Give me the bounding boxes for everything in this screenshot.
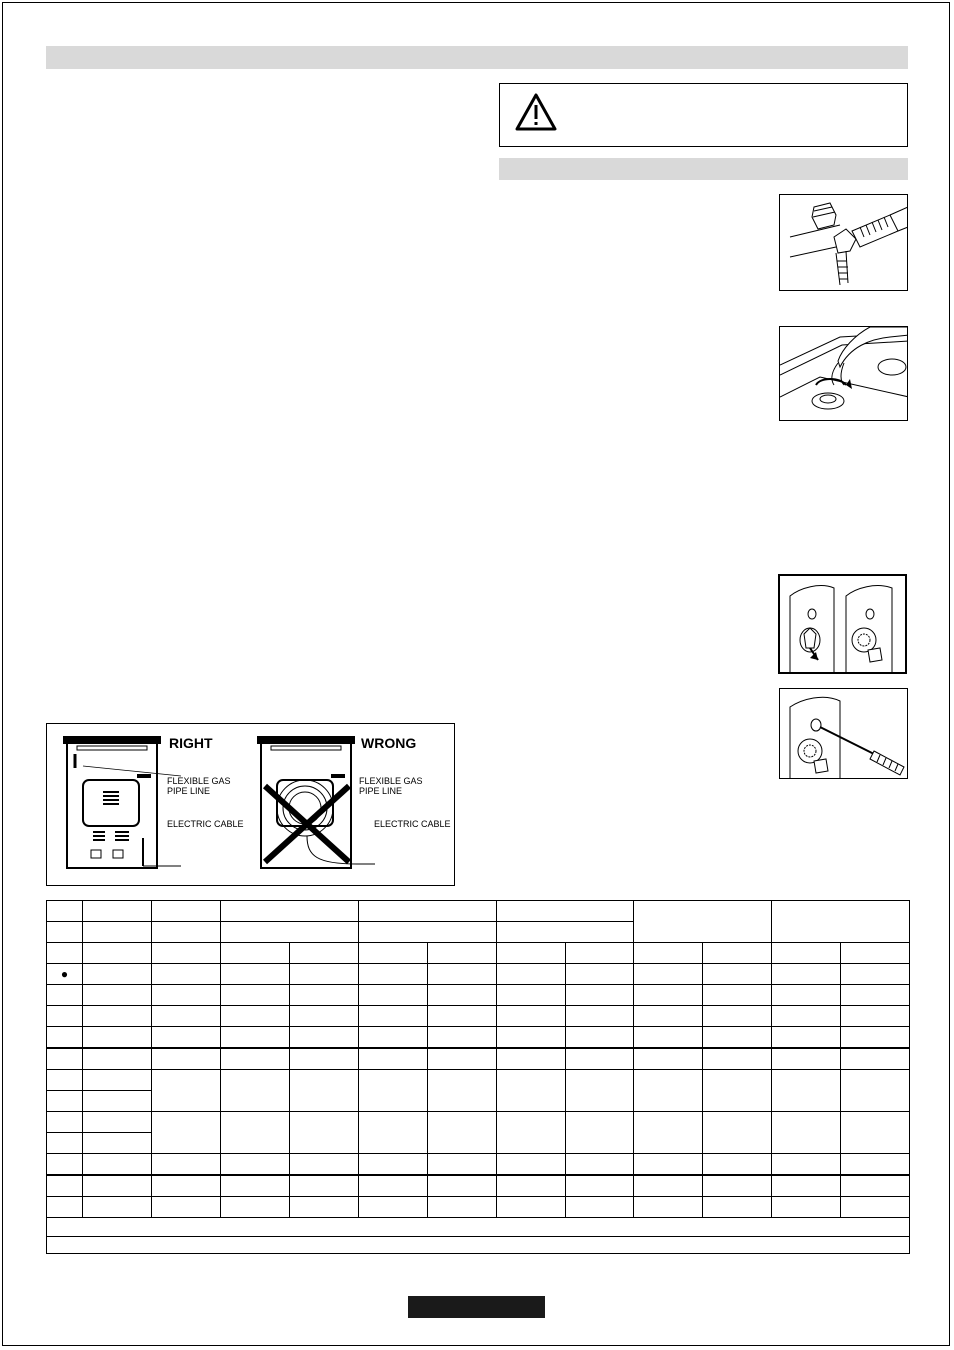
oven-wrong-drawing: [257, 736, 377, 876]
specification-table: [46, 900, 910, 1254]
right-gas-label-1: FLEXIBLE GAS: [167, 776, 231, 786]
table-row: [47, 901, 910, 922]
installation-figure: [46, 723, 455, 886]
wrong-cable-label: ELECTRIC CABLE: [374, 819, 451, 829]
table-row: [47, 1154, 910, 1176]
table-row: [47, 1048, 910, 1070]
right-gas-label-2: PIPE LINE: [167, 786, 211, 796]
warning-box: [499, 83, 908, 147]
table-row: [47, 1027, 910, 1049]
table-row: [47, 985, 910, 1006]
right-label: RIGHT: [169, 735, 213, 751]
table-row: [47, 1112, 910, 1133]
table-row: [47, 1197, 910, 1218]
burner-adjust-figure: [779, 326, 908, 421]
right-cable-label: ELECTRIC CABLE: [167, 819, 244, 829]
table-row: [47, 1218, 910, 1237]
wrong-gas-label-2: PIPE LINE: [359, 786, 403, 796]
page-number-tab: [408, 1296, 545, 1318]
warning-triangle-icon: [514, 92, 558, 132]
table-row: [47, 1006, 910, 1027]
section-header-bar: [46, 46, 908, 69]
bullet-cell: ●: [47, 964, 83, 985]
wrong-label: WRONG: [361, 735, 417, 751]
oven-right-drawing: [63, 736, 183, 876]
table-row: [47, 1237, 910, 1254]
knob-removal-figure: [778, 574, 907, 674]
table-row: [47, 1175, 910, 1197]
screwdriver-adjust-figure: [779, 688, 908, 779]
table-row: [47, 943, 910, 964]
table-row: [47, 1070, 910, 1091]
wrong-gas-label-1: FLEXIBLE GAS: [359, 776, 423, 786]
table-row: [47, 964, 910, 985]
fitting-figure: [779, 194, 908, 291]
right-section-bar: [499, 158, 908, 180]
